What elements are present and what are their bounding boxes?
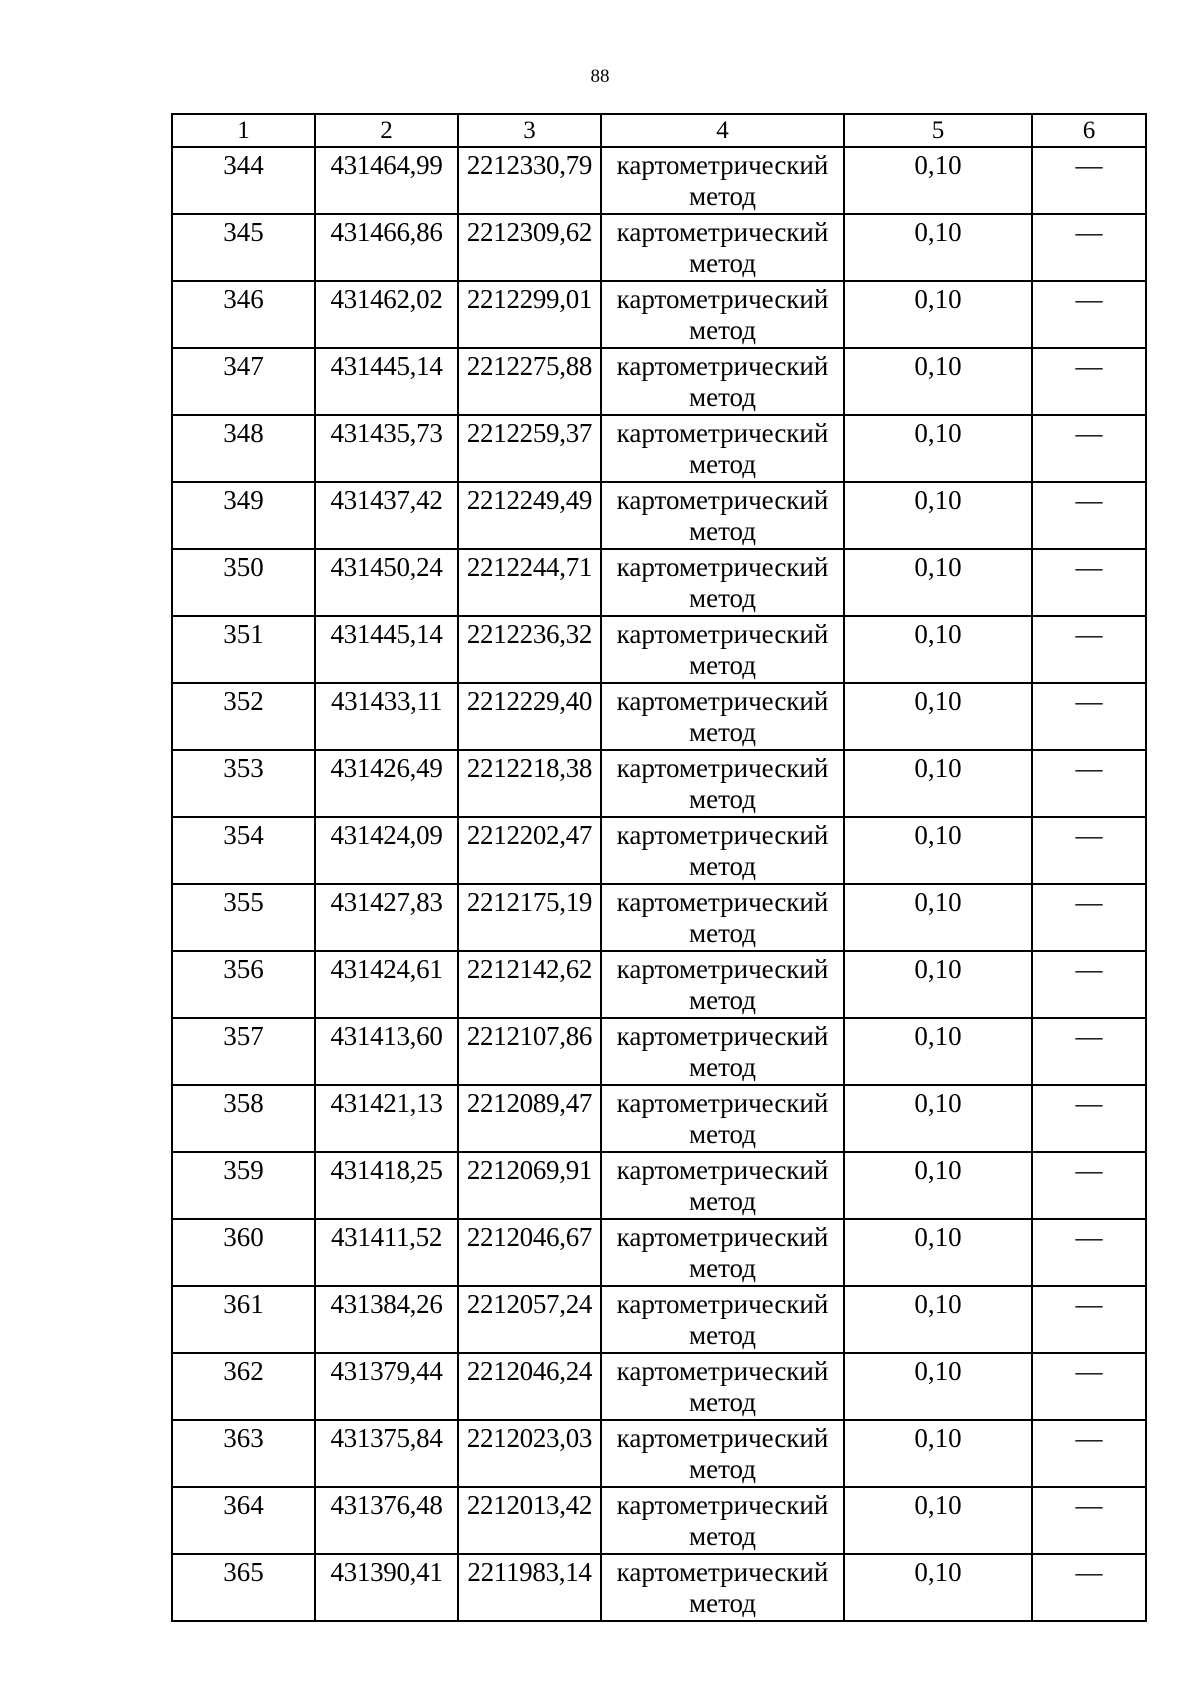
note-cell: —: [1032, 1018, 1146, 1085]
y-coordinate-cell: 2212057,24: [458, 1286, 601, 1353]
point-number-cell: 355: [172, 884, 315, 951]
y-coordinate-cell: 2212330,79: [458, 147, 601, 214]
table-row: [172, 482, 1146, 549]
x-coordinate-cell: 431437,42: [315, 482, 458, 549]
note-cell: —: [1032, 683, 1146, 750]
method-cell: картометрический метод: [601, 549, 844, 616]
table-row: [172, 951, 1146, 1018]
header-cell: 1: [172, 114, 315, 147]
note-cell: —: [1032, 1353, 1146, 1420]
accuracy-cell: 0,10: [844, 1353, 1032, 1420]
note-cell: —: [1032, 147, 1146, 214]
point-number-cell: 344: [172, 147, 315, 214]
method-cell: картометрический метод: [601, 817, 844, 884]
page-number: 88: [590, 66, 610, 87]
x-coordinate-cell: 431464,99: [315, 147, 458, 214]
accuracy-cell: 0,10: [844, 1286, 1032, 1353]
method-cell: картометрический метод: [601, 683, 844, 750]
header-cell: 6: [1032, 114, 1146, 147]
x-coordinate-cell: 431424,61: [315, 951, 458, 1018]
point-number-cell: 351: [172, 616, 315, 683]
table-row: [172, 1353, 1146, 1420]
method-cell: картометрический метод: [601, 1152, 844, 1219]
x-coordinate-cell: 431413,60: [315, 1018, 458, 1085]
note-cell: —: [1032, 1487, 1146, 1554]
note-cell: —: [1032, 817, 1146, 884]
y-coordinate-cell: 2212202,47: [458, 817, 601, 884]
table-row: [172, 616, 1146, 683]
x-coordinate-cell: 431424,09: [315, 817, 458, 884]
x-coordinate-cell: 431390,41: [315, 1554, 458, 1621]
point-number-cell: 350: [172, 549, 315, 616]
table-row: [172, 549, 1146, 616]
table-row: [172, 817, 1146, 884]
method-cell: картометрический метод: [601, 1554, 844, 1621]
accuracy-cell: 0,10: [844, 214, 1032, 281]
note-cell: —: [1032, 415, 1146, 482]
method-cell: картометрический метод: [601, 1420, 844, 1487]
point-number-cell: 363: [172, 1420, 315, 1487]
y-coordinate-cell: 2212089,47: [458, 1085, 601, 1152]
table-row: [172, 1085, 1146, 1152]
y-coordinate-cell: 2212046,67: [458, 1219, 601, 1286]
x-coordinate-cell: 431427,83: [315, 884, 458, 951]
note-cell: —: [1032, 750, 1146, 817]
point-number-cell: 346: [172, 281, 315, 348]
table-row: [172, 683, 1146, 750]
accuracy-cell: 0,10: [844, 1152, 1032, 1219]
y-coordinate-cell: 2211983,14: [458, 1554, 601, 1621]
table-row: [172, 1286, 1146, 1353]
table-row: [172, 1487, 1146, 1554]
point-number-cell: 349: [172, 482, 315, 549]
y-coordinate-cell: 2212023,03: [458, 1420, 601, 1487]
header-cell: 3: [458, 114, 601, 147]
accuracy-cell: 0,10: [844, 482, 1032, 549]
note-cell: —: [1032, 1219, 1146, 1286]
method-cell: картометрический метод: [601, 1085, 844, 1152]
note-cell: —: [1032, 616, 1146, 683]
method-cell: картометрический метод: [601, 1286, 844, 1353]
note-cell: —: [1032, 1085, 1146, 1152]
accuracy-cell: 0,10: [844, 817, 1032, 884]
method-cell: картометрический метод: [601, 281, 844, 348]
header-row: [172, 114, 1146, 147]
note-cell: —: [1032, 884, 1146, 951]
accuracy-cell: 0,10: [844, 549, 1032, 616]
point-number-cell: 345: [172, 214, 315, 281]
x-coordinate-cell: 431411,52: [315, 1219, 458, 1286]
x-coordinate-cell: 431433,11: [315, 683, 458, 750]
method-cell: картометрический метод: [601, 1219, 844, 1286]
y-coordinate-cell: 2212175,19: [458, 884, 601, 951]
x-coordinate-cell: 431426,49: [315, 750, 458, 817]
method-cell: картометрический метод: [601, 1018, 844, 1085]
method-cell: картометрический метод: [601, 750, 844, 817]
x-coordinate-cell: 431376,48: [315, 1487, 458, 1554]
point-number-cell: 357: [172, 1018, 315, 1085]
y-coordinate-cell: 2212046,24: [458, 1353, 601, 1420]
method-cell: картометрический метод: [601, 348, 844, 415]
point-number-cell: 359: [172, 1152, 315, 1219]
note-cell: —: [1032, 214, 1146, 281]
y-coordinate-cell: 2212142,62: [458, 951, 601, 1018]
point-number-cell: 353: [172, 750, 315, 817]
y-coordinate-cell: 2212309,62: [458, 214, 601, 281]
method-cell: картометрический метод: [601, 1353, 844, 1420]
table-row: [172, 884, 1146, 951]
note-cell: —: [1032, 1286, 1146, 1353]
accuracy-cell: 0,10: [844, 1554, 1032, 1621]
y-coordinate-cell: 2212244,71: [458, 549, 601, 616]
y-coordinate-cell: 2212107,86: [458, 1018, 601, 1085]
note-cell: —: [1032, 482, 1146, 549]
coordinates-table: [171, 113, 1147, 1622]
x-coordinate-cell: 431435,73: [315, 415, 458, 482]
method-cell: картометрический метод: [601, 951, 844, 1018]
point-number-cell: 360: [172, 1219, 315, 1286]
accuracy-cell: 0,10: [844, 281, 1032, 348]
y-coordinate-cell: 2212249,49: [458, 482, 601, 549]
accuracy-cell: 0,10: [844, 884, 1032, 951]
point-number-cell: 364: [172, 1487, 315, 1554]
accuracy-cell: 0,10: [844, 1085, 1032, 1152]
accuracy-cell: 0,10: [844, 415, 1032, 482]
x-coordinate-cell: 431445,14: [315, 616, 458, 683]
method-cell: картометрический метод: [601, 482, 844, 549]
y-coordinate-cell: 2212013,42: [458, 1487, 601, 1554]
table-row: [172, 1018, 1146, 1085]
x-coordinate-cell: 431375,84: [315, 1420, 458, 1487]
table-row: [172, 281, 1146, 348]
y-coordinate-cell: 2212259,37: [458, 415, 601, 482]
table-row: [172, 415, 1146, 482]
accuracy-cell: 0,10: [844, 147, 1032, 214]
accuracy-cell: 0,10: [844, 1487, 1032, 1554]
note-cell: —: [1032, 1152, 1146, 1219]
y-coordinate-cell: 2212275,88: [458, 348, 601, 415]
header-cell: 4: [601, 114, 844, 147]
x-coordinate-cell: 431421,13: [315, 1085, 458, 1152]
accuracy-cell: 0,10: [844, 1018, 1032, 1085]
table-row: [172, 1219, 1146, 1286]
header-cell: 2: [315, 114, 458, 147]
table-row: [172, 1554, 1146, 1621]
table-row: [172, 214, 1146, 281]
point-number-cell: 354: [172, 817, 315, 884]
note-cell: —: [1032, 951, 1146, 1018]
x-coordinate-cell: 431466,86: [315, 214, 458, 281]
point-number-cell: 347: [172, 348, 315, 415]
accuracy-cell: 0,10: [844, 348, 1032, 415]
x-coordinate-cell: 431450,24: [315, 549, 458, 616]
method-cell: картометрический метод: [601, 214, 844, 281]
note-cell: —: [1032, 281, 1146, 348]
y-coordinate-cell: 2212229,40: [458, 683, 601, 750]
point-number-cell: 358: [172, 1085, 315, 1152]
y-coordinate-cell: 2212218,38: [458, 750, 601, 817]
point-number-cell: 362: [172, 1353, 315, 1420]
point-number-cell: 352: [172, 683, 315, 750]
method-cell: картометрический метод: [601, 147, 844, 214]
table-body: [172, 147, 1146, 1621]
y-coordinate-cell: 2212299,01: [458, 281, 601, 348]
table-row: [172, 1420, 1146, 1487]
method-cell: картометрический метод: [601, 1487, 844, 1554]
x-coordinate-cell: 431445,14: [315, 348, 458, 415]
x-coordinate-cell: 431384,26: [315, 1286, 458, 1353]
point-number-cell: 365: [172, 1554, 315, 1621]
x-coordinate-cell: 431462,02: [315, 281, 458, 348]
accuracy-cell: 0,10: [844, 1420, 1032, 1487]
y-coordinate-cell: 2212069,91: [458, 1152, 601, 1219]
accuracy-cell: 0,10: [844, 616, 1032, 683]
accuracy-cell: 0,10: [844, 750, 1032, 817]
accuracy-cell: 0,10: [844, 951, 1032, 1018]
table-row: [172, 750, 1146, 817]
note-cell: —: [1032, 549, 1146, 616]
point-number-cell: 356: [172, 951, 315, 1018]
header-cell: 5: [844, 114, 1032, 147]
method-cell: картометрический метод: [601, 415, 844, 482]
note-cell: —: [1032, 1554, 1146, 1621]
point-number-cell: 361: [172, 1286, 315, 1353]
point-number-cell: 348: [172, 415, 315, 482]
y-coordinate-cell: 2212236,32: [458, 616, 601, 683]
table-row: [172, 1152, 1146, 1219]
accuracy-cell: 0,10: [844, 683, 1032, 750]
x-coordinate-cell: 431418,25: [315, 1152, 458, 1219]
x-coordinate-cell: 431379,44: [315, 1353, 458, 1420]
method-cell: картометрический метод: [601, 884, 844, 951]
note-cell: —: [1032, 348, 1146, 415]
method-cell: картометрический метод: [601, 616, 844, 683]
accuracy-cell: 0,10: [844, 1219, 1032, 1286]
table-row: [172, 147, 1146, 214]
table-row: [172, 348, 1146, 415]
note-cell: —: [1032, 1420, 1146, 1487]
